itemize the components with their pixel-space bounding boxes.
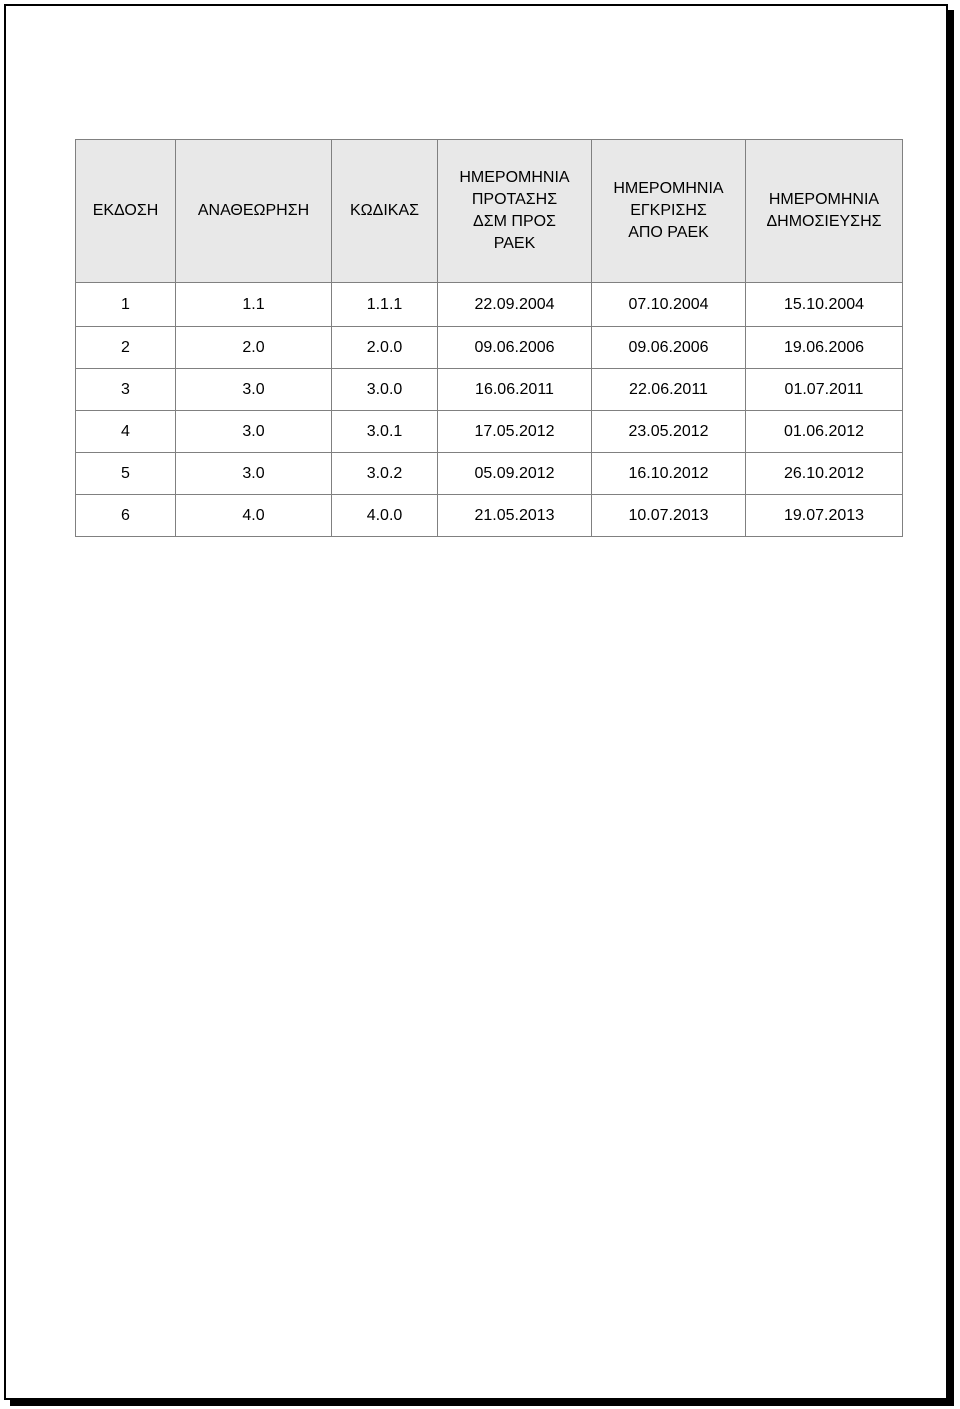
- cell-approval-date: 23.05.2012: [592, 411, 746, 453]
- table-row: [76, 453, 903, 495]
- cell-publication-date: 01.07.2011: [746, 369, 903, 411]
- cell-publication-date: 01.06.2012: [746, 411, 903, 453]
- table-row: [76, 369, 903, 411]
- table-row: [76, 327, 903, 369]
- cell-edition: 5: [76, 453, 176, 495]
- cell-publication-date: 26.10.2012: [746, 453, 903, 495]
- cell-edition: 6: [76, 495, 176, 537]
- cell-revision: 2.0: [176, 327, 332, 369]
- cell-approval-date: 10.07.2013: [592, 495, 746, 537]
- cell-code: 3.0.0: [332, 369, 438, 411]
- cell-approval-date: 07.10.2004: [592, 283, 746, 327]
- cell-revision: 3.0: [176, 453, 332, 495]
- cell-publication-date: 19.07.2013: [746, 495, 903, 537]
- cell-proposal-date: 05.09.2012: [438, 453, 592, 495]
- cell-proposal-date: 21.05.2013: [438, 495, 592, 537]
- cell-edition: 3: [76, 369, 176, 411]
- table-header-row: [76, 140, 903, 283]
- cell-edition: 2: [76, 327, 176, 369]
- cell-revision: 4.0: [176, 495, 332, 537]
- cell-code: 2.0.0: [332, 327, 438, 369]
- cell-approval-date: 09.06.2006: [592, 327, 746, 369]
- cell-revision: 3.0: [176, 369, 332, 411]
- cell-proposal-date: 16.06.2011: [438, 369, 592, 411]
- cell-revision: 3.0: [176, 411, 332, 453]
- table-row: [76, 495, 903, 537]
- cell-edition: 1: [76, 283, 176, 327]
- table-row: [76, 283, 903, 327]
- header-publication-date: ΗΜΕΡΟΜΗΝΙΑ ΔΗΜΟΣΙΕΥΣΗΣ: [746, 140, 903, 283]
- revision-history-table: [75, 139, 903, 537]
- cell-approval-date: 22.06.2011: [592, 369, 746, 411]
- cell-proposal-date: 09.06.2006: [438, 327, 592, 369]
- cell-approval-date: 16.10.2012: [592, 453, 746, 495]
- cell-revision: 1.1: [176, 283, 332, 327]
- cell-proposal-date: 22.09.2004: [438, 283, 592, 327]
- cell-publication-date: 15.10.2004: [746, 283, 903, 327]
- header-approval-date: ΗΜΕΡΟΜΗΝΙΑ ΕΓΚΡΙΣΗΣ ΑΠΟ ΡΑΕΚ: [592, 140, 746, 283]
- cell-proposal-date: 17.05.2012: [438, 411, 592, 453]
- cell-publication-date: 19.06.2006: [746, 327, 903, 369]
- cell-code: 1.1.1: [332, 283, 438, 327]
- header-code: ΚΩΔΙΚΑΣ: [332, 140, 438, 283]
- cell-edition: 4: [76, 411, 176, 453]
- header-revision: ΑΝΑΘΕΩΡΗΣΗ: [176, 140, 332, 283]
- cell-code: 4.0.0: [332, 495, 438, 537]
- header-proposal-date: ΗΜΕΡΟΜΗΝΙΑ ΠΡΟΤΑΣΗΣ ΔΣΜ ΠΡΟΣ ΡΑΕΚ: [438, 140, 592, 283]
- cell-code: 3.0.2: [332, 453, 438, 495]
- cell-code: 3.0.1: [332, 411, 438, 453]
- header-edition: ΕΚΔΟΣΗ: [76, 140, 176, 283]
- table-row: [76, 411, 903, 453]
